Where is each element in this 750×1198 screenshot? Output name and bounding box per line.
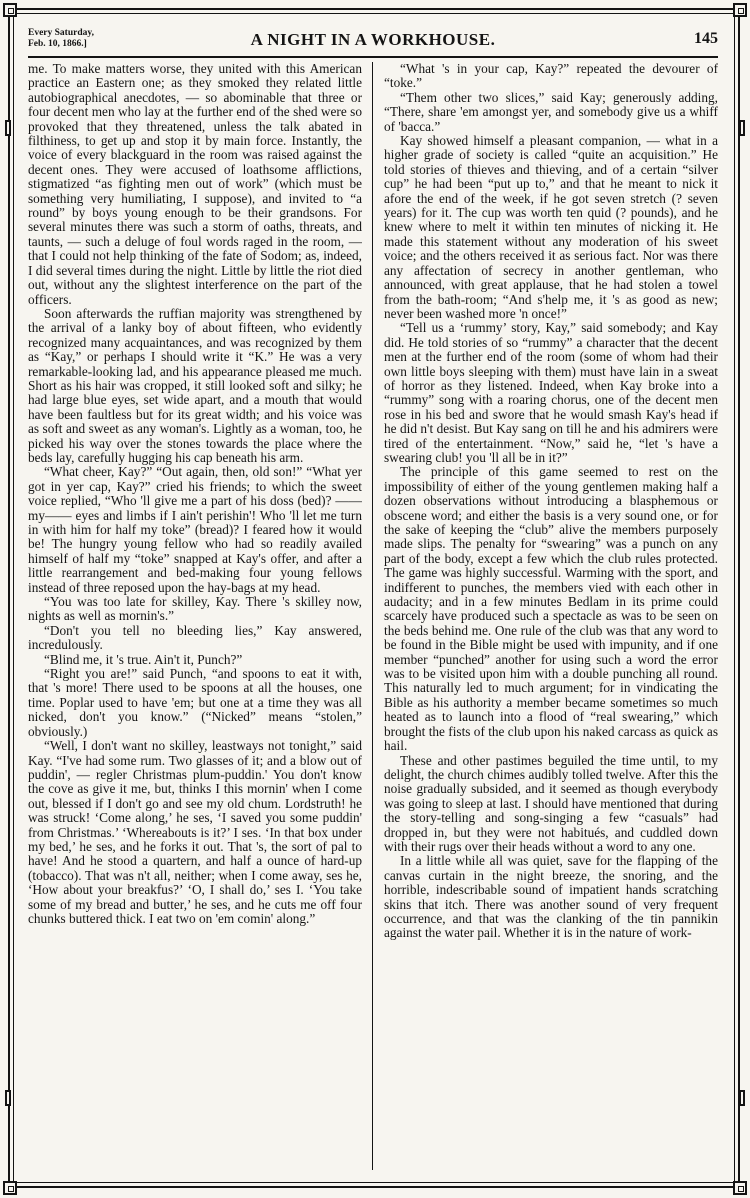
paragraph: Soon afterwards the ruffian majority was strengthened by the arrival of a lanky boy of about fifteen, who evidently recognized many acquaintances, and was recognized by them as “Kay,” or perhaps I should write it “K.” He was a very remarkable-looking lad, and his appearance pleased me much. Short as his hair was cropped, it still looked soft and silky; he had large blue eyes, set wide apart, and a mouth that would have been faultless but for its great width; and his voice was as soft and sweet as any woman's. Lightly as a woman, too, he picked his way over the stones towards the place where the beds lay, carefully hugging his cap beneath his arm. (28, 305, 362, 465)
left-column (28, 62, 362, 1180)
issue-date-line1: Every Saturday, (28, 28, 94, 38)
paragraph: “Well, I don't want no skilley, leastways not tonight,” said Kay. “I've had some rum. Two glasses of it; and a blow out of puddin', — regler Christmas plum-puddin.' You don't know the cove as give it me, but, thinks I this mornin' when I come out, blessed if I don't go and see my old chum. Lordstruth! he was struck! ‘Come along,’ he ses, ‘I saved you some puddin' from Christmas.’ ‘Whereabouts is it?’ I ses. ‘In that box under my bed,’ he ses, and he forks it out. That 's, the sort of pal to have! And he stood a quartern, and half a ounce of hard-up (tobacco). That was n't all, neither; when I come away, ses he, ‘How about your breakfus?’ ‘O, I shall do,’ ses I. ‘You take some of my bread and butter,’ he ses, and he cuts me off four chunks buttered thick. I eat two on 'em comin' along.” (28, 738, 362, 926)
paragraph: “Don't you tell no bleeding lies,” Kay answered, incredulously. (28, 622, 362, 653)
right-column (384, 62, 718, 1180)
article-body (28, 62, 718, 1180)
paragraph: “What 's in your cap, Kay?” repeated the devourer of “toke.” (384, 62, 718, 91)
paragraph: “Blind me, it 's true. Ain't it, Punch?” (44, 651, 243, 667)
corner-ornament (733, 3, 747, 17)
paragraph: The principle of this game seemed to rest on the impossibility of either of the young gentlemen making half a dozen observations without introducing a blasphemous or obscene word; and either the basis is a very sound one, or for the sake of keeping the “club” alive the members purposely made slips. The penalty for “swearing” was a punch on any part of the body, except a few which the club rules protected. The game was highly successful. Warming with the sport, and indifferent to punches, the members vied with each other in audacity; and in a few minutes Bedlam in its prime could scarcely have produced such a spectacle as was to be seen on the beds behind me. One rule of the club was that any word to be found in the Bible might be used with impunity, and if one member “punched” another for using such a word the error was to be visited upon him with a double punching all round. This naturally led to much argument; for in vindicating the Bible as his authority a member became sometimes so much heated as to launch into a flood of “real swearing,” which brought the fists of the club upon his naked carcass as quick as hail. (384, 464, 718, 754)
paragraph: “Tell us a ‘rummy’ story, Kay,” said somebody; and Kay did. He told stories of so “rummy” a character that the decent men at the further end of the room (some of whom had their own little boys sleeping with them) must have lain in a sweat of horror as they listened. Indeed, when Kay broke into a “rummy” song with a roaring chorus, one of the decent men rose in his bed and swore that he would smash Kay's head if he did n't desist. But Kay sang on till he and his admirers were tired of the entertainment. “Now,” said he, “let 's have a swearing club! you 'll all be in it?” (384, 320, 718, 465)
corner-ornament (3, 3, 17, 17)
paragraph: “What cheer, Kay?” “Out again, then, old son!” “What yer got in yer cap, Kay?” cried his friends; to which the sweet voice replied, “Who 'll give me a part of his doss (bed)? ——my—— eyes and limbs if I ain't perishin'! Who 'll let me turn in with him for half my toke” (bread)? I feared how it would be! The hungry young fellow who had so readily availed himself of half my “toke” snapped at Kay's offer, and after a little rearrangement and bed-making four young fellows instead of three reposed upon the hay-bags at my head. (28, 464, 362, 595)
column-divider (372, 62, 373, 1170)
border-ornament (5, 120, 11, 136)
corner-ornament (3, 1181, 17, 1195)
paragraph: “Them other two slices,” said Kay; generously adding, “There, share 'em amongst yer, and somebody give us a whiff of 'bacca.” (384, 89, 718, 134)
paragraph: These and other pastimes beguiled the time until, to my delight, the church chimes audibly tolled twelve. After this the noise gradually subsided, and it seemed as though everybody was going to sleep at last. I should have mentioned that during the story-telling and song-singing a few “casuals” had dropped in, but they were not habitués, and cuddled down with their rugs over their heads without a word to any one. (384, 752, 718, 854)
corner-ornament (733, 1181, 747, 1195)
paragraph: In a little while all was quiet, save for the flapping of the canvas curtain in the night breeze, the snoring, and the horrible, indescribable sound of impatient hands scratching skins that itch. There was another sound of very frequent occurrence, and that was the clanking of the tin pannikin against the water pail. Whether it is in the nature of work- (384, 853, 718, 941)
paragraph: “Right you are!” said Punch, “and spoons to eat it with, that 's more! There used to be spoons at all the houses, one time. Poplar used to have 'em; but one at a time they was all nicked, don't you know.” (“Nicked” means “stolen,” obviously.) (28, 666, 362, 739)
paragraph: “You was too late for skilley, Kay. There 's skilley now, nights as well as mornin's.” (28, 594, 362, 624)
page-number: 145 (694, 30, 718, 47)
paragraph: me. To make matters worse, they united with this American practice an Eastern one; as they smoked they related little autobiographical anecdotes, — so abominable that three or four decent men who lay at the further end of the shed were so provoked that they threatened, unless the talk abated in filthiness, to get up and stop it by main force. Instantly, the voice of every blackguard in the room was raised against the decent ones. They were accused of loathsome afflictions, stigmatized “as fighting men out of work” (which must be something very humiliating, I suppose), and invited to “a round” by boys young enough to be their grandsons. For several minutes there was such a storm of oaths, threats, and taunts, — such a deluge of foul words raged in the room, — that I could not help thinking of the fate of Sodom; as, indeed, I did several times during the night. Little by little the riot died out, without any the slightest interference on the part of the officers. (28, 62, 362, 307)
issue-date-line2: Feb. 10, 1866.] (28, 39, 87, 49)
border-ornament (739, 120, 745, 136)
running-header (28, 24, 718, 58)
paragraph: Kay showed himself a pleasant companion, — what in a higher grade of society is called “quite an acquisition.” He told stories of thieves and thieving, and of a certain “silver cup” he had been “put up to,” and that he meant to nick it afore the end of the week, if he got seven stretch (? seven years) for it. The cup was worth ten quid (? pounds), and he knew where to melt it within ten minutes of nicking it. He made this statement without any moderation of his sweet voice; and the others received it as serious fact. Nor was there any affectation of secrecy in another gentleman, who announced, with great applause, that he had stolen a towel from the bath-room; “And s'help me, it 's as good as new; never been washed more 'n once!” (384, 133, 718, 321)
border-ornament (739, 1090, 745, 1106)
border-ornament (5, 1090, 11, 1106)
article-title: A NIGHT IN A WORKHOUSE. (250, 30, 496, 49)
